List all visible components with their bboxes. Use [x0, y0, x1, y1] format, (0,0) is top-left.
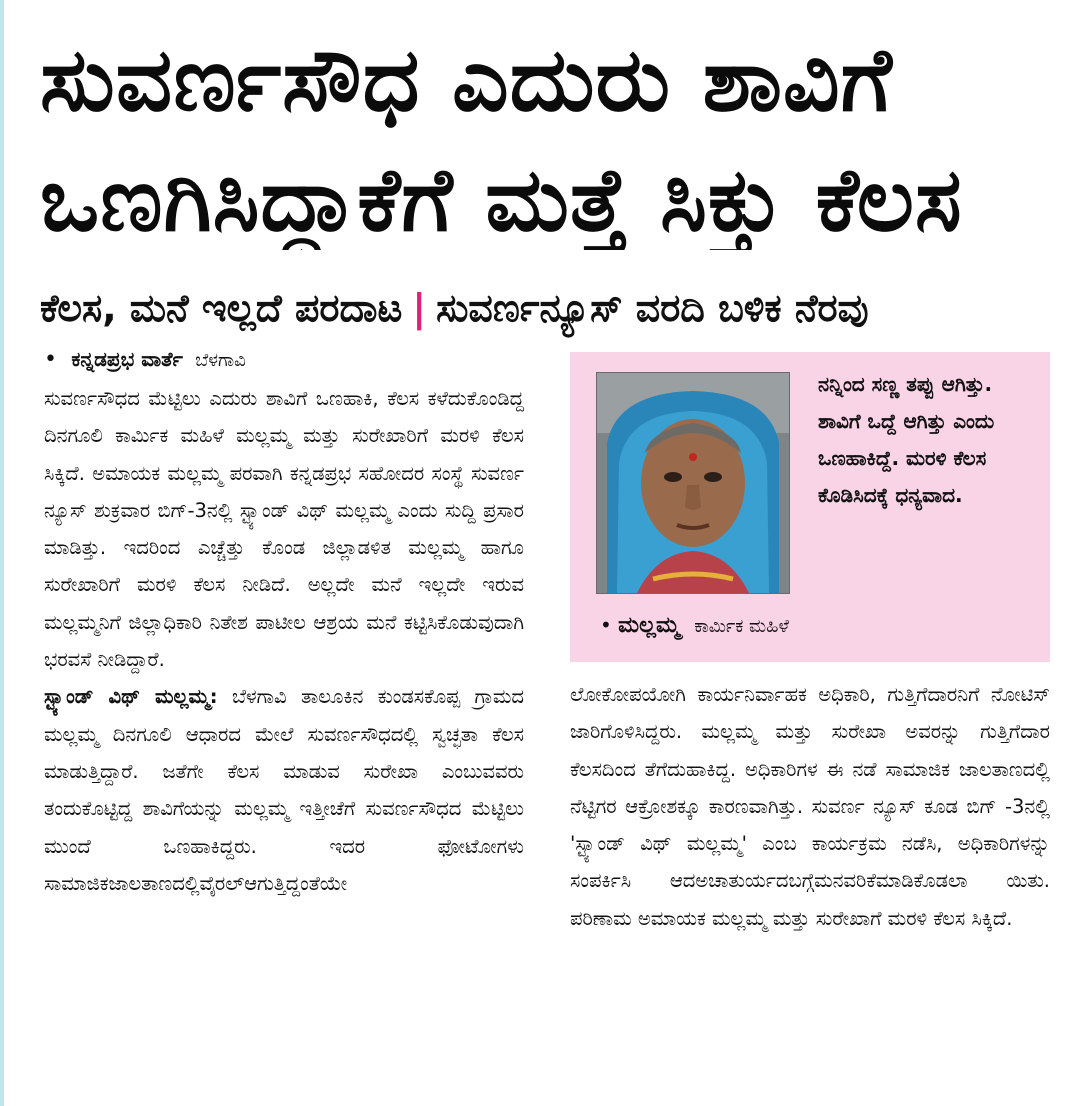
article-paragraph-3: ಲೋಕೋಪಯೋಗಿ ಕಾರ್ಯನಿರ್ವಾಹಕ ಅಧಿಕಾರಿ, ಗುತ್ತಿಗೆದಾರನಿಗೆ ನೋಟಿಸ್ ಜಾರಿಗೊಳಿಸಿದ್ದರು. ಮಲ್ಲಮ್ಮ ಮತ್ತು ಸುರೇಖಾ ಅವರನ್ನು ಗುತ್ತಿಗೆದಾರ ಕೆಲಸದಿಂದ ತೆಗೆದುಹಾಕಿದ್ದ. ಅಧಿಕಾರಿಗಳ ಈ ನಡೆ ಸಾಮಾಜಿಕ ಜಾಲತಾಣದಲ್ಲಿ ನೆಟ್ಟಿಗರ ಆಕ್ರೋಶಕ್ಕೂ ಕಾರಣವಾಗಿತ್ತು. ಸುವರ್ಣ ನ್ಯೂಸ್ ಕೂಡ ಬಿಗ್ -3ನಲ್ಲಿ 'ಸ್ಟ್ಯಾಂಡ್ ವಿಥ್ ಮಲ್ಲಮ್ಮ' ಎಂಬ ಕಾರ್ಯಕ್ರಮ ನಡೆಸಿ, ಅಧಿಕಾರಿಗಳನ್ನು ಸಂಪರ್ಕಿಸಿ ಆದಅಚಾತುರ್ಯದಬಗ್ಗೆಮನವರಿಕೆಮಾಡಿಕೊಡಲಾ ಯಿತು. ಪರಿಣಾಮ ಅಮಾಯಕ ಮಲ್ಲಮ್ಮ ಮತ್ತು ಸುರೇಖಾಗೆ ಮರಳಿ ಕೆಲಸ ಸಿಕ್ಕಿದೆ.	[570, 683, 1050, 930]
byline	[44, 344, 246, 374]
bullet-icon: •	[600, 613, 612, 637]
article-column-right	[570, 676, 1050, 937]
bullet-icon: •	[44, 347, 57, 372]
article-column-left	[44, 380, 524, 902]
subhead-separator: |	[412, 286, 427, 330]
paragraph-2-body: ಬೆಳಗಾವಿ ತಾಲೂಕಿನ ಕುಂಡಸಕೊಪ್ಪ ಗ್ರಾಮದ ಮಲ್ಲಮ್ಮ ದಿನಗೂಲಿ ಆಧಾರದ ಮೇಲೆ ಸುವರ್ಣಸೌಧದಲ್ಲಿ ಸ್ವಚ್ಛತಾ ಕೆಲಸ ಮಾಡುತ್ತಿದ್ದಾರೆ. ಜತೆಗೇ ಕೆಲಸ ಮಾಡುವ ಸುರೇಖಾ ಎಂಬುವವರು ತಂದುಕೊಟ್ಟಿದ್ದ ಶಾವಿಗೆಯನ್ನು ಮಲ್ಲಮ್ಮ ಇತ್ತೀಚೆಗೆ ಸುವರ್ಣಸೌಧದ ಮೆಟ್ಟಿಲು ಮುಂದೆ ಒಣಹಾಕಿದ್ದರು. ಇದರ ಫೋಟೋಗಳು ಸಾಮಾಜಿಕಜಾಲತಾಣದಲ್ಲಿವೈರಲ್ಆಗುತ್ತಿದ್ದಂತೆಯೇ	[44, 685, 524, 895]
subhead-left: ಕೆಲಸ, ಮನೆ ಇಲ್ಲದೆ ಪರದಾಟ	[40, 286, 403, 330]
byline-place: ಬೆಳಗಾವಿ	[195, 350, 246, 371]
quote-credit-role: ಕಾರ್ಮಿಕ ಮಹಿಳೆ	[694, 616, 790, 637]
page-edge-stripe	[0, 0, 4, 1106]
subhead-right: ಸುವರ್ಣನ್ಯೂಸ್ ವರದಿ ಬಳಿಕ ನೆರವು	[436, 286, 869, 330]
quote-credit-name: ಮಲ್ಲಮ್ಮ	[618, 613, 680, 638]
headline-line-1: ಸುವರ್ಣಸೌಧ ಎದುರು ಶಾವಿಗೆ	[40, 30, 893, 130]
article-paragraph-1: ಸುವರ್ಣಸೌಧದ ಮೆಟ್ಟಿಲು ಎದುರು ಶಾವಿಗೆ ಒಣಹಾಕಿ, ಕೆಲಸ ಕಳೆದುಕೊಂಡಿದ್ದ ದಿನಗೂಲಿ ಕಾರ್ಮಿಕ ಮಹಿಳೆ ಮಲ್ಲಮ್ಮ ಮತ್ತು ಸುರೇಖಾರಿಗೆ ಮರಳಿ ಕೆಲಸ ಸಿಕ್ಕಿದೆ. ಅಮಾಯಕ ಮಲ್ಲಮ್ಮ ಪರವಾಗಿ ಕನ್ನಡಪ್ರಭ ಸಹೋದರ ಸಂಸ್ಥೆ ಸುವರ್ಣ ನ್ಯೂಸ್ ಶುಕ್ರವಾರ ಬಿಗ್-3ನಲ್ಲಿ ಸ್ಟ್ಯಾಂಡ್ ವಿಥ್ ಮಲ್ಲಮ್ಮ ಎಂದು ಸುದ್ದಿ ಪ್ರಸಾರ ಮಾಡಿತ್ತು. ಇದರಿಂದ ಎಚ್ಚೆತ್ತು ಕೊಂಡ ಜಿಲ್ಲಾಡಳಿತ ಮಲ್ಲಮ್ಮ ಹಾಗೂ ಸುರೇಖಾರಿಗೆ ಮರಳಿ ಕೆಲಸ ನೀಡಿದೆ. ಅಲ್ಲದೇ ಮನೆ ಇಲ್ಲದೇ ಇರುವ ಮಲ್ಲಮ್ಮನಿಗೆ ಜಿಲ್ಲಾಧಿಕಾರಿ ನಿತೇಶ ಪಾಟೀಲ ಆಶ್ರಯ ಮನೆ ಕಟ್ಟಿಸಿಕೊಡುವುದಾಗಿ ಭರವಸೆ ನೀಡಿದ್ದಾರೆ.	[44, 387, 524, 672]
section-lead: ಸ್ಟ್ಯಾಂಡ್ ವಿಥ್ ಮಲ್ಲಮ್ಮ:	[44, 685, 218, 709]
quote-credit	[600, 608, 789, 642]
quote-box	[570, 352, 1050, 662]
headline-line-2: ಒಣಗಿಸಿದ್ದಾಕೆಗೆ ಮತ್ತೆ ಸಿಕ್ತು ಕೆಲಸ	[40, 150, 963, 250]
quote-text: ನನ್ನಿಂದ ಸಣ್ಣ ತಪ್ಪು ಆಗಿತ್ತು. ಶಾವಿಗೆ ಒದ್ದೆ ಆಗಿತ್ತು ಎಂದು ಒಣಹಾಕಿದ್ದೆ. ಮರಳಿ ಕೆಲಸ ಕೊಡಿಸಿದಕ್ಕೆ ಧನ್ಯವಾದ.	[818, 372, 995, 507]
subheadline	[40, 278, 1050, 338]
byline-agency: ಕನ್ನಡಪ್ರಭ ವಾರ್ತೆ	[71, 347, 183, 371]
portrait-photo-icon	[596, 372, 790, 594]
article-paragraph-2	[44, 678, 524, 902]
